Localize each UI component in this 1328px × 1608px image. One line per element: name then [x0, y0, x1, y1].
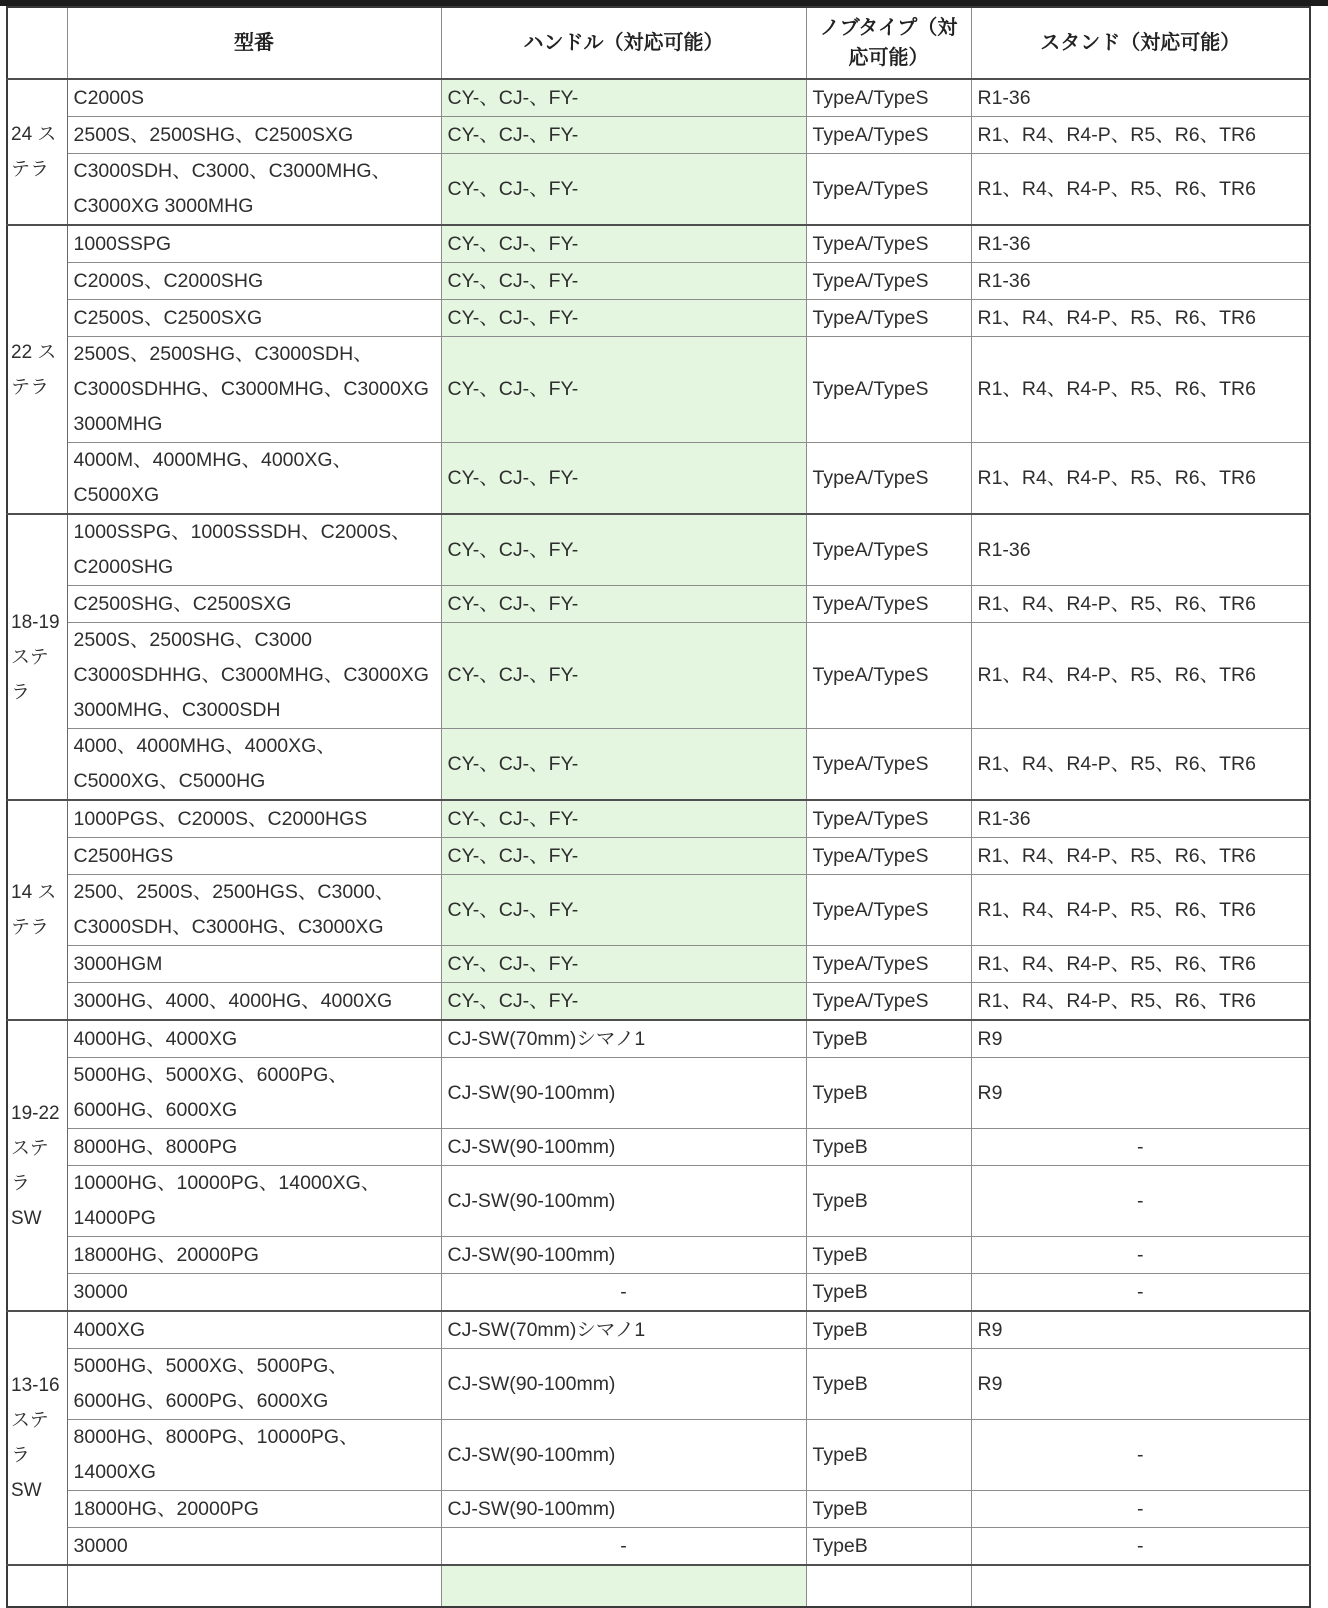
- table-row: [7, 1058, 1310, 1129]
- header-stand: スタンド（対応可能）: [971, 7, 1310, 79]
- model-cell: 1000SSPG、1000SSSDH、C2000S、C2000SHG: [67, 514, 441, 586]
- table-row: [7, 443, 1310, 515]
- partial-next-group: [7, 1565, 1310, 1607]
- handle-cell: CY-、CJ-、FY-: [441, 946, 806, 983]
- handle-cell: CY-、CJ-、FY-: [441, 875, 806, 946]
- handle-cell: CJ-SW(70mm)シマノ1: [441, 1311, 806, 1349]
- handle-cell: CJ-SW(90-100mm): [441, 1420, 806, 1491]
- knob-cell: TypeB: [806, 1274, 971, 1312]
- knob-cell: TypeA/TypeS: [806, 263, 971, 300]
- table-row: [7, 1311, 1310, 1349]
- model-cell: 18000HG、20000PG: [67, 1237, 441, 1274]
- group-label: 24 ステラ: [7, 79, 67, 225]
- stand-cell: R1、R4、R4-P、R5、R6、TR6: [971, 623, 1310, 729]
- knob-cell: TypeA/TypeS: [806, 729, 971, 801]
- knob-cell: TypeB: [806, 1129, 971, 1166]
- model-cell: 3000HG、4000、4000HG、4000XG: [67, 983, 441, 1021]
- knob-cell: TypeA/TypeS: [806, 623, 971, 729]
- handle-cell: CY-、CJ-、FY-: [441, 117, 806, 154]
- knob-cell: TypeA/TypeS: [806, 838, 971, 875]
- table-row: [7, 983, 1310, 1021]
- model-cell: 8000HG、8000PG: [67, 1129, 441, 1166]
- model-cell: 5000HG、5000XG、6000PG、6000HG、6000XG: [67, 1058, 441, 1129]
- handle-cell: CJ-SW(90-100mm): [441, 1058, 806, 1129]
- table-row: [7, 1349, 1310, 1420]
- stand-cell: R1-36: [971, 263, 1310, 300]
- stand-cell: [971, 1565, 1310, 1607]
- group-label: 22 ステラ: [7, 225, 67, 514]
- model-cell: C2500S、C2500SXG: [67, 300, 441, 337]
- table-row: [7, 1274, 1310, 1312]
- model-cell: 2500S、2500SHG、C3000SDH、C3000SDHHG、C3000MHG、C3000XG 3000MHG: [67, 337, 441, 443]
- table-row: [7, 117, 1310, 154]
- stand-cell: R1、R4、R4-P、R5、R6、TR6: [971, 443, 1310, 515]
- handle-cell: CY-、CJ-、FY-: [441, 154, 806, 226]
- table-row: [7, 263, 1310, 300]
- table-row: [7, 800, 1310, 838]
- knob-cell: TypeB: [806, 1420, 971, 1491]
- model-cell: 2500S、2500SHG、C3000 C3000SDHHG、C3000MHG、C3000XG 3000MHG、C3000SDH: [67, 623, 441, 729]
- model-cell: 2500、2500S、2500HGS、C3000、C3000SDH、C3000HG、C3000XG: [67, 875, 441, 946]
- model-group: [7, 514, 1310, 800]
- knob-cell: TypeB: [806, 1058, 971, 1129]
- handle-cell: -: [441, 1274, 806, 1312]
- model-cell: 30000: [67, 1528, 441, 1566]
- handle-cell: CY-、CJ-、FY-: [441, 443, 806, 515]
- knob-cell: TypeA/TypeS: [806, 225, 971, 263]
- model-cell: 3000HGM: [67, 946, 441, 983]
- knob-cell: TypeB: [806, 1349, 971, 1420]
- model-cell: C2500SHG、C2500SXG: [67, 586, 441, 623]
- model-cell: 4000、4000MHG、4000XG、C5000XG、C5000HG: [67, 729, 441, 801]
- handle-cell: CJ-SW(90-100mm): [441, 1349, 806, 1420]
- knob-cell: TypeB: [806, 1166, 971, 1237]
- stand-cell: R1-36: [971, 225, 1310, 263]
- table-row: [7, 1237, 1310, 1274]
- knob-cell: TypeB: [806, 1491, 971, 1528]
- stand-cell: R9: [971, 1058, 1310, 1129]
- header-model: 型番: [67, 7, 441, 79]
- knob-cell: TypeA/TypeS: [806, 800, 971, 838]
- header-row: [7, 7, 1310, 79]
- handle-cell: CY-、CJ-、FY-: [441, 337, 806, 443]
- table-row: [7, 838, 1310, 875]
- stand-cell: R9: [971, 1020, 1310, 1058]
- model-group: [7, 79, 1310, 225]
- table-row: [7, 1129, 1310, 1166]
- stand-cell: -: [971, 1420, 1310, 1491]
- handle-cell: CY-、CJ-、FY-: [441, 300, 806, 337]
- stand-cell: R1、R4、R4-P、R5、R6、TR6: [971, 875, 1310, 946]
- table-row: [7, 875, 1310, 946]
- table-row: [7, 79, 1310, 117]
- stand-cell: R1、R4、R4-P、R5、R6、TR6: [971, 729, 1310, 801]
- knob-cell: TypeA/TypeS: [806, 154, 971, 226]
- header-handle: ハンドル（対応可能）: [441, 7, 806, 79]
- handle-cell: CJ-SW(70mm)シマノ1: [441, 1020, 806, 1058]
- group-label: 18-19 ステラ: [7, 514, 67, 800]
- knob-cell: TypeB: [806, 1311, 971, 1349]
- model-cell: 1000PGS、C2000S、C2000HGS: [67, 800, 441, 838]
- table-row: [7, 514, 1310, 586]
- model-cell: C2000S、C2000SHG: [67, 263, 441, 300]
- table-row: [7, 946, 1310, 983]
- compatibility-table: [6, 6, 1311, 1608]
- stand-cell: R1、R4、R4-P、R5、R6、TR6: [971, 300, 1310, 337]
- model-cell: 2500S、2500SHG、C2500SXG: [67, 117, 441, 154]
- model-cell: [67, 1565, 441, 1607]
- knob-cell: [806, 1565, 971, 1607]
- model-cell: 5000HG、5000XG、5000PG、6000HG、6000PG、6000XG: [67, 1349, 441, 1420]
- knob-cell: TypeA/TypeS: [806, 514, 971, 586]
- table-row: [7, 154, 1310, 226]
- handle-cell: CY-、CJ-、FY-: [441, 79, 806, 117]
- table-row: [7, 1528, 1310, 1566]
- model-cell: 1000SSPG: [67, 225, 441, 263]
- stand-cell: R9: [971, 1311, 1310, 1349]
- handle-cell: CY-、CJ-、FY-: [441, 838, 806, 875]
- handle-cell: CY-、CJ-、FY-: [441, 729, 806, 801]
- stand-cell: R1-36: [971, 79, 1310, 117]
- knob-cell: TypeA/TypeS: [806, 337, 971, 443]
- model-cell: 30000: [67, 1274, 441, 1312]
- table-row: [7, 337, 1310, 443]
- knob-cell: TypeB: [806, 1237, 971, 1274]
- handle-cell: CY-、CJ-、FY-: [441, 623, 806, 729]
- table-row: [7, 729, 1310, 801]
- handle-cell: CJ-SW(90-100mm): [441, 1129, 806, 1166]
- group-label: 14 ステラ: [7, 800, 67, 1020]
- model-cell: C2000S: [67, 79, 441, 117]
- stand-cell: -: [971, 1237, 1310, 1274]
- table-row: [7, 1565, 1310, 1607]
- knob-cell: TypeA/TypeS: [806, 586, 971, 623]
- stand-cell: R1、R4、R4-P、R5、R6、TR6: [971, 946, 1310, 983]
- table-row: [7, 300, 1310, 337]
- knob-cell: TypeA/TypeS: [806, 117, 971, 154]
- stand-cell: -: [971, 1528, 1310, 1566]
- table-row: [7, 1020, 1310, 1058]
- handle-cell: CY-、CJ-、FY-: [441, 983, 806, 1021]
- model-cell: 4000HG、4000XG: [67, 1020, 441, 1058]
- stand-cell: R1-36: [971, 800, 1310, 838]
- knob-cell: TypeA/TypeS: [806, 443, 971, 515]
- group-label: [7, 1565, 67, 1607]
- knob-cell: TypeA/TypeS: [806, 79, 971, 117]
- handle-cell: CJ-SW(90-100mm): [441, 1237, 806, 1274]
- handle-cell: CY-、CJ-、FY-: [441, 586, 806, 623]
- handle-cell: -: [441, 1528, 806, 1566]
- stand-cell: R1、R4、R4-P、R5、R6、TR6: [971, 586, 1310, 623]
- knob-cell: TypeB: [806, 1020, 971, 1058]
- table-row: [7, 586, 1310, 623]
- stand-cell: R1-36: [971, 514, 1310, 586]
- model-group: [7, 1311, 1310, 1565]
- header-knob: ノブタイプ（対応可能）: [806, 7, 971, 79]
- table-row: [7, 1491, 1310, 1528]
- model-cell: C3000SDH、C3000、C3000MHG、C3000XG 3000MHG: [67, 154, 441, 226]
- group-label: 13-16 ステラ SW: [7, 1311, 67, 1565]
- table-row: [7, 1166, 1310, 1237]
- knob-cell: TypeB: [806, 1528, 971, 1566]
- stand-cell: R1、R4、R4-P、R5、R6、TR6: [971, 154, 1310, 226]
- stand-cell: -: [971, 1274, 1310, 1312]
- model-cell: C2500HGS: [67, 838, 441, 875]
- model-group: [7, 800, 1310, 1020]
- model-cell: 10000HG、10000PG、14000XG、14000PG: [67, 1166, 441, 1237]
- stand-cell: -: [971, 1491, 1310, 1528]
- handle-cell: [441, 1565, 806, 1607]
- table-row: [7, 225, 1310, 263]
- knob-cell: TypeA/TypeS: [806, 300, 971, 337]
- model-group: [7, 225, 1310, 514]
- model-cell: 8000HG、8000PG、10000PG、14000XG: [67, 1420, 441, 1491]
- table-row: [7, 623, 1310, 729]
- knob-cell: TypeA/TypeS: [806, 875, 971, 946]
- header-group: [7, 7, 67, 79]
- group-label: 19-22 ステラ SW: [7, 1020, 67, 1311]
- model-cell: 4000M、4000MHG、4000XG、C5000XG: [67, 443, 441, 515]
- knob-cell: TypeA/TypeS: [806, 983, 971, 1021]
- stand-cell: R1、R4、R4-P、R5、R6、TR6: [971, 337, 1310, 443]
- table-header: [7, 7, 1310, 79]
- stand-cell: R1、R4、R4-P、R5、R6、TR6: [971, 117, 1310, 154]
- model-group: [7, 1020, 1310, 1311]
- stand-cell: R1、R4、R4-P、R5、R6、TR6: [971, 838, 1310, 875]
- handle-cell: CY-、CJ-、FY-: [441, 800, 806, 838]
- handle-cell: CY-、CJ-、FY-: [441, 514, 806, 586]
- model-cell: 4000XG: [67, 1311, 441, 1349]
- stand-cell: R9: [971, 1349, 1310, 1420]
- stand-cell: R1、R4、R4-P、R5、R6、TR6: [971, 983, 1310, 1021]
- handle-cell: CJ-SW(90-100mm): [441, 1166, 806, 1237]
- handle-cell: CY-、CJ-、FY-: [441, 263, 806, 300]
- handle-cell: CY-、CJ-、FY-: [441, 225, 806, 263]
- handle-cell: CJ-SW(90-100mm): [441, 1491, 806, 1528]
- table-row: [7, 1420, 1310, 1491]
- knob-cell: TypeA/TypeS: [806, 946, 971, 983]
- model-cell: 18000HG、20000PG: [67, 1491, 441, 1528]
- stand-cell: -: [971, 1129, 1310, 1166]
- stand-cell: -: [971, 1166, 1310, 1237]
